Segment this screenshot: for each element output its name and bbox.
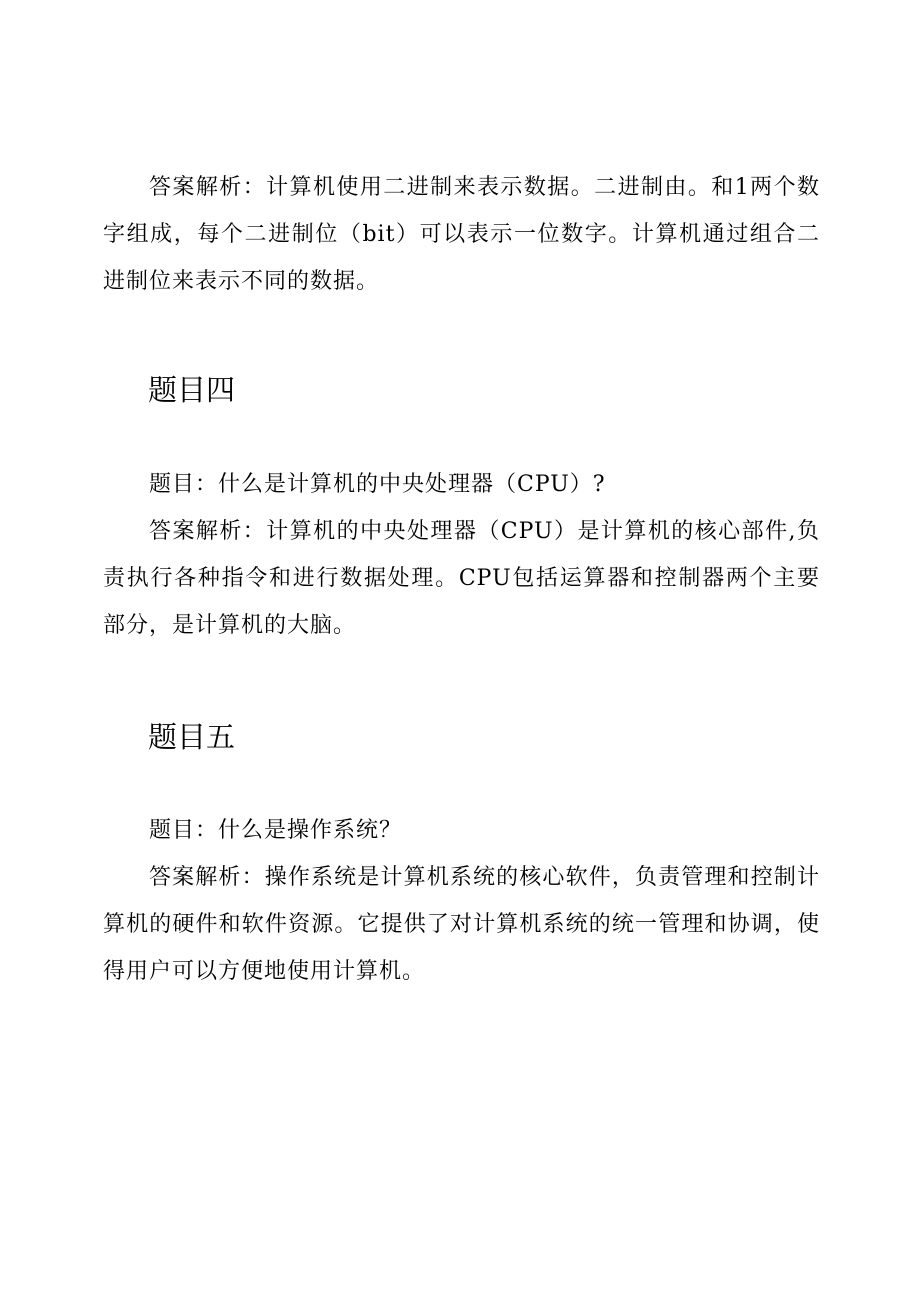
- section-heading-4: 题目四: [148, 373, 236, 407]
- answer-explanation-4: 答案解析：计算机的中央处理器（CPU）是计算机的核心部件,负责执行各种指令和进行数据处理。CPU包括运算器和控制器两个主要部分，是计算机的大脑。: [103, 519, 820, 638]
- section-heading-5: 题目五: [148, 720, 236, 754]
- answer-explanation-5: 答案解析：操作系统是计算机系统的核心软件，负责管理和控制计算机的硬件和软件资源。它提供了对计算机系统的统一管理和协调，使得用户可以方便地使用计算机。: [103, 865, 820, 984]
- question-4: 题目：什么是计算机的中央处理器（CPU）?: [149, 472, 606, 497]
- question-5: 题目：什么是操作系统？: [149, 818, 403, 843]
- answer-explanation-3: 答案解析：计算机使用二进制来表示数据。二进制由。和1两个数字组成，每个二进制位（bit）可以表示一位数字。计算机通过组合二进制位来表示不同的数据。: [103, 175, 820, 294]
